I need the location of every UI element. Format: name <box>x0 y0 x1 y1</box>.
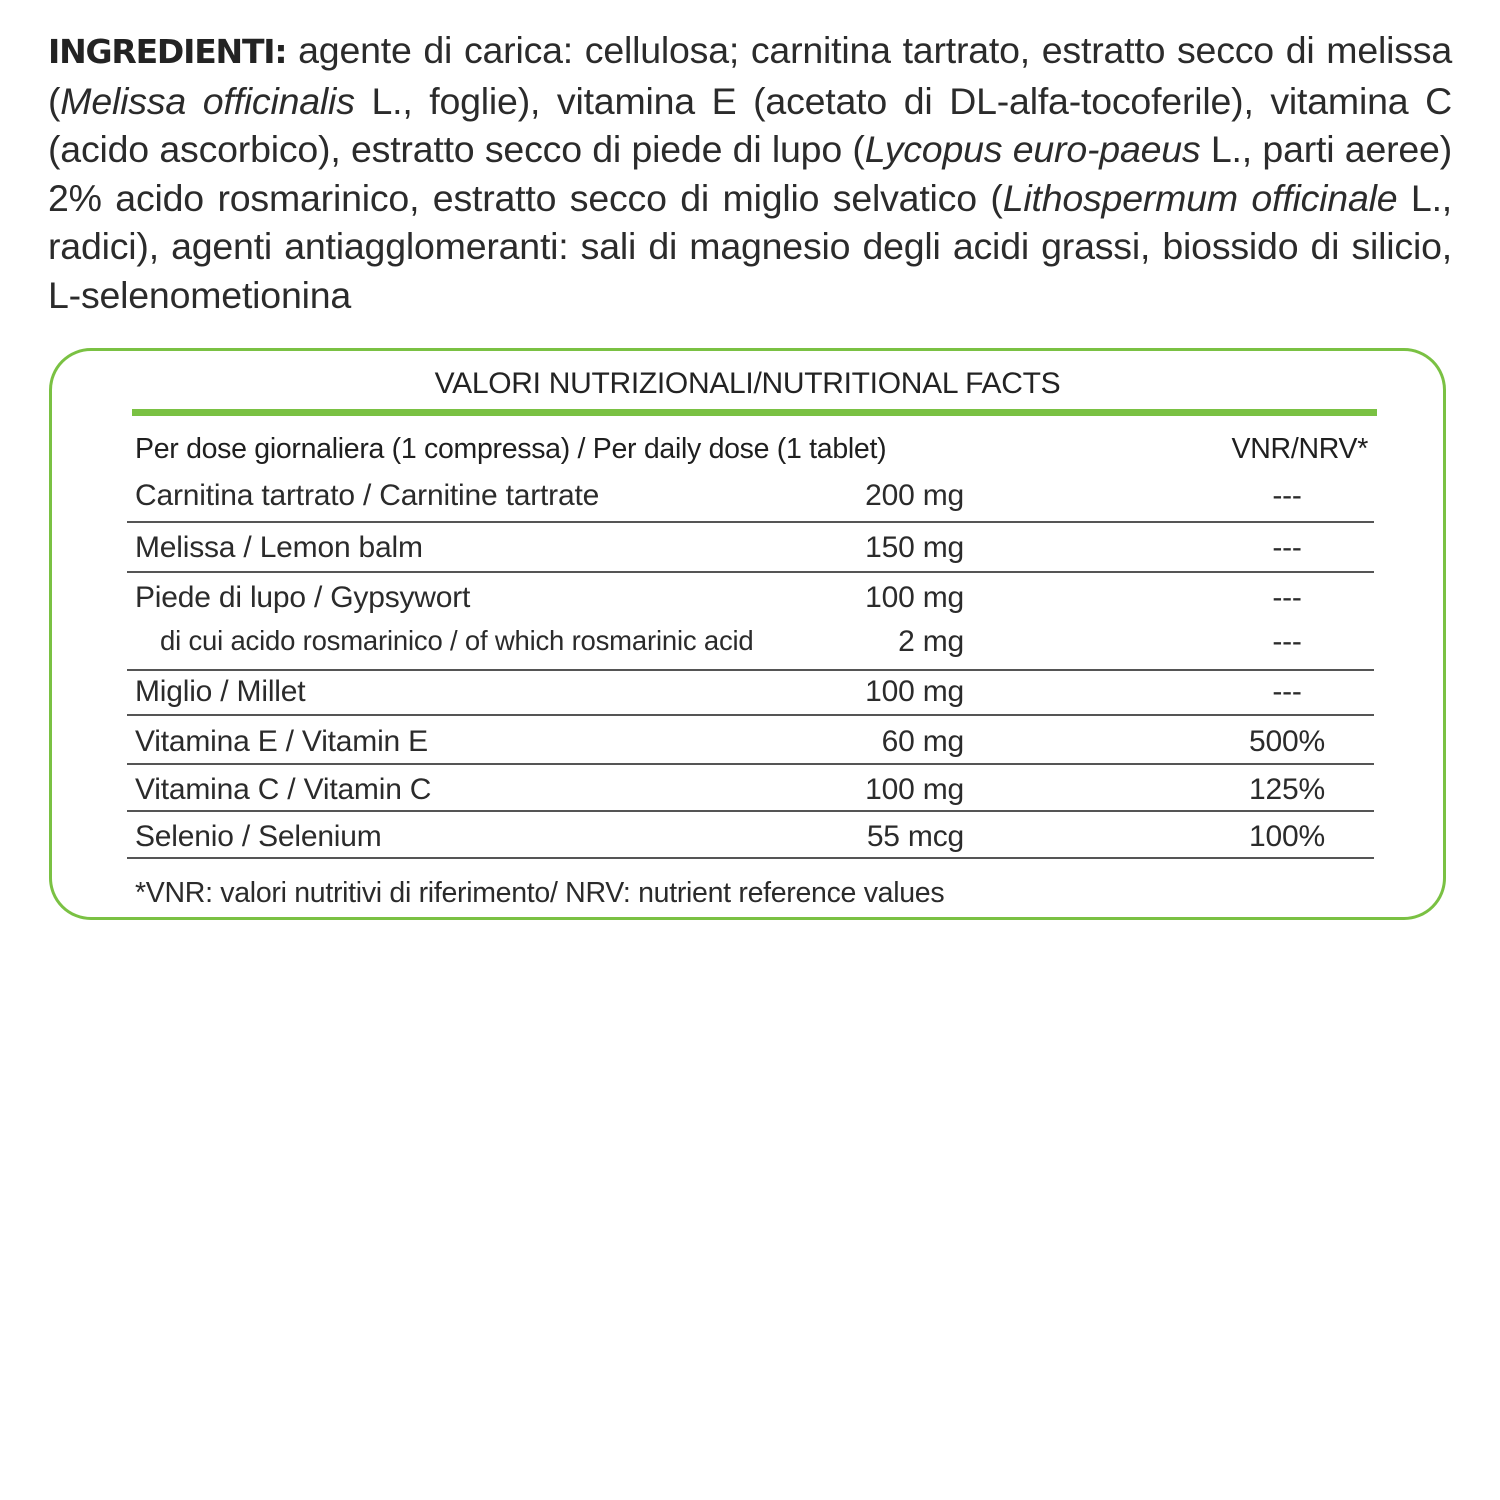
row-divider <box>127 857 1374 859</box>
ingredients-latin-melissa: Melissa officinalis <box>60 79 355 122</box>
row-divider <box>127 571 1374 573</box>
row-nrv: --- <box>1272 581 1302 614</box>
ingredients-text-3: L., parti aeree) 2% acido rosmarinico, estratto secco di miglio selvatico ( <box>48 128 1452 219</box>
row-nrv: --- <box>1272 479 1302 512</box>
row-amount: 100 mg <box>865 581 964 614</box>
row-nrv: --- <box>1272 625 1302 658</box>
row-divider <box>127 810 1374 812</box>
ingredients-text-2: L., foglie), vitamina E (acetato di DL-alfa-tocoferile), vitamina C (acido ascorbico), estratto secco di piede di lupo ( <box>48 79 1452 171</box>
row-divider <box>127 669 1374 671</box>
row-amount: 100 mg <box>865 773 964 806</box>
row-divider <box>127 714 1374 716</box>
row-amount: 100 mg <box>865 675 964 708</box>
title-divider <box>132 409 1377 416</box>
row-nrv: --- <box>1272 675 1302 708</box>
row-name: Melissa / Lemon balm <box>135 531 423 564</box>
row-name: Vitamina E / Vitamin E <box>135 725 428 758</box>
row-amount: 2 mg <box>898 625 964 658</box>
row-nrv: 500% <box>1249 725 1325 758</box>
row-amount: 150 mg <box>865 531 964 564</box>
row-amount: 60 mg <box>881 725 964 758</box>
row-divider <box>127 763 1374 765</box>
ingredients-latin-lycopus: Lycopus euro-paeus <box>864 128 1201 171</box>
row-name: Piede di lupo / Gypsywort <box>135 581 471 614</box>
facts-title: VALORI NUTRIZIONALI/NUTRITIONAL FACTS <box>434 367 1061 400</box>
ingredients-paragraph <box>48 26 1452 320</box>
row-name: Miglio / Millet <box>135 675 306 708</box>
row-name: Carnitina tartrato / Carnitine tartrate <box>135 479 600 512</box>
row-amount: 55 mcg <box>866 820 964 853</box>
ingredients-latin-lithospermum: Lithospermum officinale <box>1002 176 1398 219</box>
row-name: Selenio / Selenium <box>135 820 382 853</box>
footnote: *VNR: valori nutritivi di riferimento/ NRV: nutrient reference values <box>135 877 945 909</box>
ingredients-text-4: L., radici), agenti antiagglomeranti: sali di magnesio degli acidi grassi, biossido di silicio, L-selenometionina <box>48 176 1453 316</box>
row-amount: 200 mg <box>865 479 964 512</box>
ingredients-text-1: agente di carica: cellulosa; carnitina tartrato, estratto secco di melissa ( <box>48 29 1452 122</box>
row-name: di cui acido rosmarinico / of which rosmarinic acid <box>160 625 754 656</box>
per-dose-header: Per dose giornaliera (1 compressa) / Per daily dose (1 tablet) <box>135 433 887 465</box>
ingredients-label: INGREDIENTI: <box>48 32 287 71</box>
row-nrv: 100% <box>1249 820 1325 853</box>
row-divider <box>127 521 1374 523</box>
nrv-header: VNR/NRV* <box>1231 433 1368 465</box>
row-name: Vitamina C / Vitamin C <box>135 773 432 806</box>
row-nrv: --- <box>1272 531 1302 564</box>
nutrition-facts-box <box>49 348 1446 920</box>
row-nrv: 125% <box>1249 773 1325 806</box>
